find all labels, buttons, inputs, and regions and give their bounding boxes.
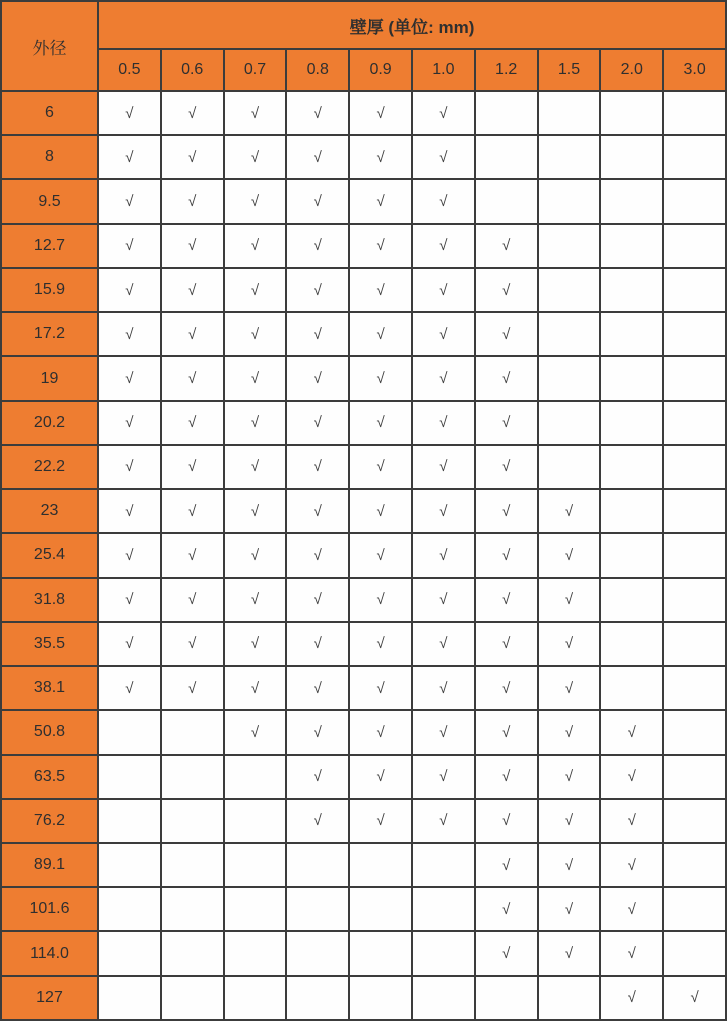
check-cell: √ [98, 622, 161, 666]
check-cell: √ [349, 533, 412, 577]
check-cell: √ [475, 622, 538, 666]
diameter-label: 127 [1, 976, 98, 1020]
empty-cell [600, 224, 663, 268]
check-cell: √ [349, 710, 412, 754]
empty-cell [663, 401, 726, 445]
empty-cell [663, 135, 726, 179]
check-cell: √ [475, 268, 538, 312]
empty-cell [349, 976, 412, 1020]
diameter-label: 12.7 [1, 224, 98, 268]
diameter-label: 114.0 [1, 931, 98, 975]
check-cell: √ [475, 356, 538, 400]
check-cell: √ [349, 489, 412, 533]
table-row-diameter-9.5 [1, 179, 726, 223]
check-cell: √ [412, 710, 475, 754]
empty-cell [538, 91, 601, 135]
empty-cell [538, 268, 601, 312]
check-cell: √ [224, 578, 287, 622]
header-row-group [1, 1, 726, 49]
check-cell: √ [161, 666, 224, 710]
check-cell: √ [412, 401, 475, 445]
check-cell: √ [286, 710, 349, 754]
check-cell: √ [161, 135, 224, 179]
check-cell: √ [600, 710, 663, 754]
check-cell: √ [286, 91, 349, 135]
empty-cell [663, 533, 726, 577]
check-cell: √ [349, 445, 412, 489]
empty-cell [412, 931, 475, 975]
thickness-header-1.2: 1.2 [475, 49, 538, 91]
empty-cell [224, 931, 287, 975]
empty-cell [475, 976, 538, 1020]
empty-cell [538, 401, 601, 445]
check-cell: √ [475, 489, 538, 533]
table-row-diameter-6 [1, 91, 726, 135]
group-header-wall-thickness: 壁厚 (单位: mm) [98, 1, 726, 49]
empty-cell [600, 489, 663, 533]
check-cell: √ [224, 533, 287, 577]
empty-cell [663, 356, 726, 400]
check-cell: √ [224, 135, 287, 179]
check-cell: √ [161, 533, 224, 577]
check-cell: √ [98, 666, 161, 710]
empty-cell [600, 401, 663, 445]
check-cell: √ [349, 622, 412, 666]
check-cell: √ [349, 135, 412, 179]
check-cell: √ [475, 666, 538, 710]
thickness-header-0.5: 0.5 [98, 49, 161, 91]
check-cell: √ [538, 622, 601, 666]
table-row-diameter-15.9 [1, 268, 726, 312]
thickness-header-0.7: 0.7 [224, 49, 287, 91]
check-cell: √ [600, 976, 663, 1020]
check-cell: √ [600, 755, 663, 799]
check-cell: √ [286, 356, 349, 400]
table-row-diameter-25.4 [1, 533, 726, 577]
empty-cell [663, 179, 726, 223]
empty-cell [663, 931, 726, 975]
check-cell: √ [538, 843, 601, 887]
check-cell: √ [412, 224, 475, 268]
empty-cell [286, 887, 349, 931]
check-cell: √ [161, 312, 224, 356]
empty-cell [98, 843, 161, 887]
check-cell: √ [224, 445, 287, 489]
check-cell: √ [475, 533, 538, 577]
empty-cell [161, 976, 224, 1020]
check-cell: √ [224, 622, 287, 666]
empty-cell [349, 931, 412, 975]
check-cell: √ [161, 91, 224, 135]
empty-cell [538, 976, 601, 1020]
check-cell: √ [349, 224, 412, 268]
check-cell: √ [538, 578, 601, 622]
diameter-label: 35.5 [1, 622, 98, 666]
table-row-diameter-35.5 [1, 622, 726, 666]
empty-cell [663, 666, 726, 710]
check-cell: √ [412, 179, 475, 223]
empty-cell [663, 622, 726, 666]
thickness-header-1.0: 1.0 [412, 49, 475, 91]
header-row-thickness-values [1, 49, 726, 91]
check-cell: √ [224, 312, 287, 356]
check-cell: √ [349, 755, 412, 799]
empty-cell [663, 710, 726, 754]
check-cell: √ [475, 931, 538, 975]
empty-cell [475, 179, 538, 223]
check-cell: √ [600, 931, 663, 975]
empty-cell [98, 931, 161, 975]
check-cell: √ [475, 843, 538, 887]
empty-cell [663, 799, 726, 843]
empty-cell [224, 755, 287, 799]
empty-cell [663, 843, 726, 887]
check-cell: √ [286, 578, 349, 622]
empty-cell [663, 91, 726, 135]
check-cell: √ [161, 268, 224, 312]
empty-cell [349, 843, 412, 887]
empty-cell [286, 843, 349, 887]
empty-cell [161, 931, 224, 975]
diameter-label: 101.6 [1, 887, 98, 931]
empty-cell [98, 710, 161, 754]
check-cell: √ [224, 356, 287, 400]
check-cell: √ [475, 312, 538, 356]
check-cell: √ [349, 401, 412, 445]
check-cell: √ [412, 91, 475, 135]
empty-cell [600, 135, 663, 179]
empty-cell [600, 268, 663, 312]
check-cell: √ [224, 666, 287, 710]
check-cell: √ [412, 445, 475, 489]
check-cell: √ [286, 268, 349, 312]
check-cell: √ [412, 533, 475, 577]
empty-cell [663, 489, 726, 533]
check-cell: √ [538, 710, 601, 754]
check-cell: √ [349, 312, 412, 356]
check-cell: √ [161, 179, 224, 223]
empty-cell [538, 312, 601, 356]
check-cell: √ [412, 666, 475, 710]
check-cell: √ [98, 312, 161, 356]
check-cell: √ [98, 224, 161, 268]
check-cell: √ [161, 622, 224, 666]
empty-cell [475, 91, 538, 135]
diameter-label: 50.8 [1, 710, 98, 754]
empty-cell [412, 976, 475, 1020]
empty-cell [600, 622, 663, 666]
check-cell: √ [286, 179, 349, 223]
diameter-label: 20.2 [1, 401, 98, 445]
check-cell: √ [412, 799, 475, 843]
empty-cell [161, 710, 224, 754]
empty-cell [663, 268, 726, 312]
check-cell: √ [349, 179, 412, 223]
empty-cell [286, 976, 349, 1020]
check-cell: √ [600, 799, 663, 843]
check-cell: √ [98, 489, 161, 533]
check-cell: √ [286, 489, 349, 533]
empty-cell [600, 312, 663, 356]
check-cell: √ [286, 224, 349, 268]
table-row-diameter-31.8 [1, 578, 726, 622]
empty-cell [538, 179, 601, 223]
check-cell: √ [475, 401, 538, 445]
table-row-diameter-38.1 [1, 666, 726, 710]
check-cell: √ [475, 578, 538, 622]
empty-cell [224, 843, 287, 887]
diameter-label: 76.2 [1, 799, 98, 843]
empty-cell [538, 224, 601, 268]
empty-cell [224, 799, 287, 843]
empty-cell [224, 976, 287, 1020]
check-cell: √ [349, 666, 412, 710]
check-cell: √ [224, 268, 287, 312]
check-cell: √ [161, 489, 224, 533]
thickness-header-0.9: 0.9 [349, 49, 412, 91]
diameter-label: 89.1 [1, 843, 98, 887]
check-cell: √ [98, 179, 161, 223]
empty-cell [663, 887, 726, 931]
diameter-label: 22.2 [1, 445, 98, 489]
check-cell: √ [349, 356, 412, 400]
check-cell: √ [538, 666, 601, 710]
check-cell: √ [600, 843, 663, 887]
check-cell: √ [98, 533, 161, 577]
check-cell: √ [286, 799, 349, 843]
check-cell: √ [224, 489, 287, 533]
check-cell: √ [224, 224, 287, 268]
check-cell: √ [349, 578, 412, 622]
empty-cell [475, 135, 538, 179]
thickness-header-3.0: 3.0 [663, 49, 726, 91]
check-cell: √ [286, 755, 349, 799]
check-cell: √ [475, 755, 538, 799]
table-row-diameter-76.2 [1, 799, 726, 843]
check-cell: √ [412, 489, 475, 533]
check-cell: √ [286, 666, 349, 710]
check-cell: √ [600, 887, 663, 931]
empty-cell [600, 578, 663, 622]
table-row-diameter-114.0 [1, 931, 726, 975]
check-cell: √ [538, 755, 601, 799]
table-row-diameter-89.1 [1, 843, 726, 887]
check-cell: √ [538, 887, 601, 931]
empty-cell [663, 445, 726, 489]
check-cell: √ [161, 356, 224, 400]
empty-cell [98, 755, 161, 799]
thickness-header-2.0: 2.0 [600, 49, 663, 91]
check-cell: √ [224, 401, 287, 445]
diameter-label: 63.5 [1, 755, 98, 799]
check-cell: √ [412, 135, 475, 179]
check-cell: √ [286, 445, 349, 489]
empty-cell [161, 843, 224, 887]
empty-cell [98, 887, 161, 931]
empty-cell [663, 312, 726, 356]
check-cell: √ [475, 445, 538, 489]
empty-cell [600, 356, 663, 400]
check-cell: √ [161, 445, 224, 489]
empty-cell [663, 224, 726, 268]
diameter-label: 6 [1, 91, 98, 135]
empty-cell [349, 887, 412, 931]
check-cell: √ [98, 268, 161, 312]
check-cell: √ [663, 976, 726, 1020]
check-cell: √ [349, 91, 412, 135]
empty-cell [538, 356, 601, 400]
check-cell: √ [538, 489, 601, 533]
check-cell: √ [161, 578, 224, 622]
check-cell: √ [412, 356, 475, 400]
diameter-label: 15.9 [1, 268, 98, 312]
table-row-diameter-12.7 [1, 224, 726, 268]
table-row-diameter-8 [1, 135, 726, 179]
table-row-diameter-17.2 [1, 312, 726, 356]
check-cell: √ [161, 401, 224, 445]
empty-cell [412, 843, 475, 887]
diameter-label: 17.2 [1, 312, 98, 356]
check-cell: √ [224, 91, 287, 135]
check-cell: √ [349, 799, 412, 843]
empty-cell [286, 931, 349, 975]
empty-cell [600, 666, 663, 710]
table-row-diameter-101.6 [1, 887, 726, 931]
check-cell: √ [286, 533, 349, 577]
diameter-label: 38.1 [1, 666, 98, 710]
diameter-label: 31.8 [1, 578, 98, 622]
table-row-diameter-20.2 [1, 401, 726, 445]
table-row-diameter-22.2 [1, 445, 726, 489]
check-cell: √ [538, 931, 601, 975]
empty-cell [600, 533, 663, 577]
check-cell: √ [98, 356, 161, 400]
check-cell: √ [412, 622, 475, 666]
check-cell: √ [538, 799, 601, 843]
check-cell: √ [98, 135, 161, 179]
check-cell: √ [98, 91, 161, 135]
empty-cell [412, 887, 475, 931]
empty-cell [600, 91, 663, 135]
thickness-header-0.6: 0.6 [161, 49, 224, 91]
check-cell: √ [475, 799, 538, 843]
check-cell: √ [475, 710, 538, 754]
check-cell: √ [412, 755, 475, 799]
check-cell: √ [98, 445, 161, 489]
table-row-diameter-23 [1, 489, 726, 533]
check-cell: √ [412, 312, 475, 356]
check-cell: √ [349, 268, 412, 312]
diameter-label: 8 [1, 135, 98, 179]
empty-cell [600, 179, 663, 223]
check-cell: √ [412, 578, 475, 622]
check-cell: √ [286, 135, 349, 179]
table-row-diameter-50.8 [1, 710, 726, 754]
thickness-header-0.8: 0.8 [286, 49, 349, 91]
empty-cell [98, 976, 161, 1020]
check-cell: √ [286, 401, 349, 445]
check-cell: √ [224, 179, 287, 223]
check-cell: √ [412, 268, 475, 312]
empty-cell [538, 135, 601, 179]
check-cell: √ [538, 533, 601, 577]
empty-cell [161, 755, 224, 799]
diameter-label: 25.4 [1, 533, 98, 577]
check-cell: √ [286, 312, 349, 356]
check-cell: √ [98, 578, 161, 622]
empty-cell [161, 887, 224, 931]
table-row-diameter-19 [1, 356, 726, 400]
check-cell: √ [475, 887, 538, 931]
thickness-header-1.5: 1.5 [538, 49, 601, 91]
empty-cell [98, 799, 161, 843]
check-cell: √ [286, 622, 349, 666]
table-row-diameter-63.5 [1, 755, 726, 799]
check-cell: √ [224, 710, 287, 754]
empty-cell [538, 445, 601, 489]
empty-cell [600, 445, 663, 489]
diameter-label: 23 [1, 489, 98, 533]
empty-cell [224, 887, 287, 931]
diameter-label: 19 [1, 356, 98, 400]
diameter-label: 9.5 [1, 179, 98, 223]
corner-header-outer-diameter: 外径 [1, 1, 98, 91]
empty-cell [663, 755, 726, 799]
check-cell: √ [475, 224, 538, 268]
empty-cell [161, 799, 224, 843]
table-row-diameter-127 [1, 976, 726, 1020]
empty-cell [663, 578, 726, 622]
check-cell: √ [98, 401, 161, 445]
check-cell: √ [161, 224, 224, 268]
